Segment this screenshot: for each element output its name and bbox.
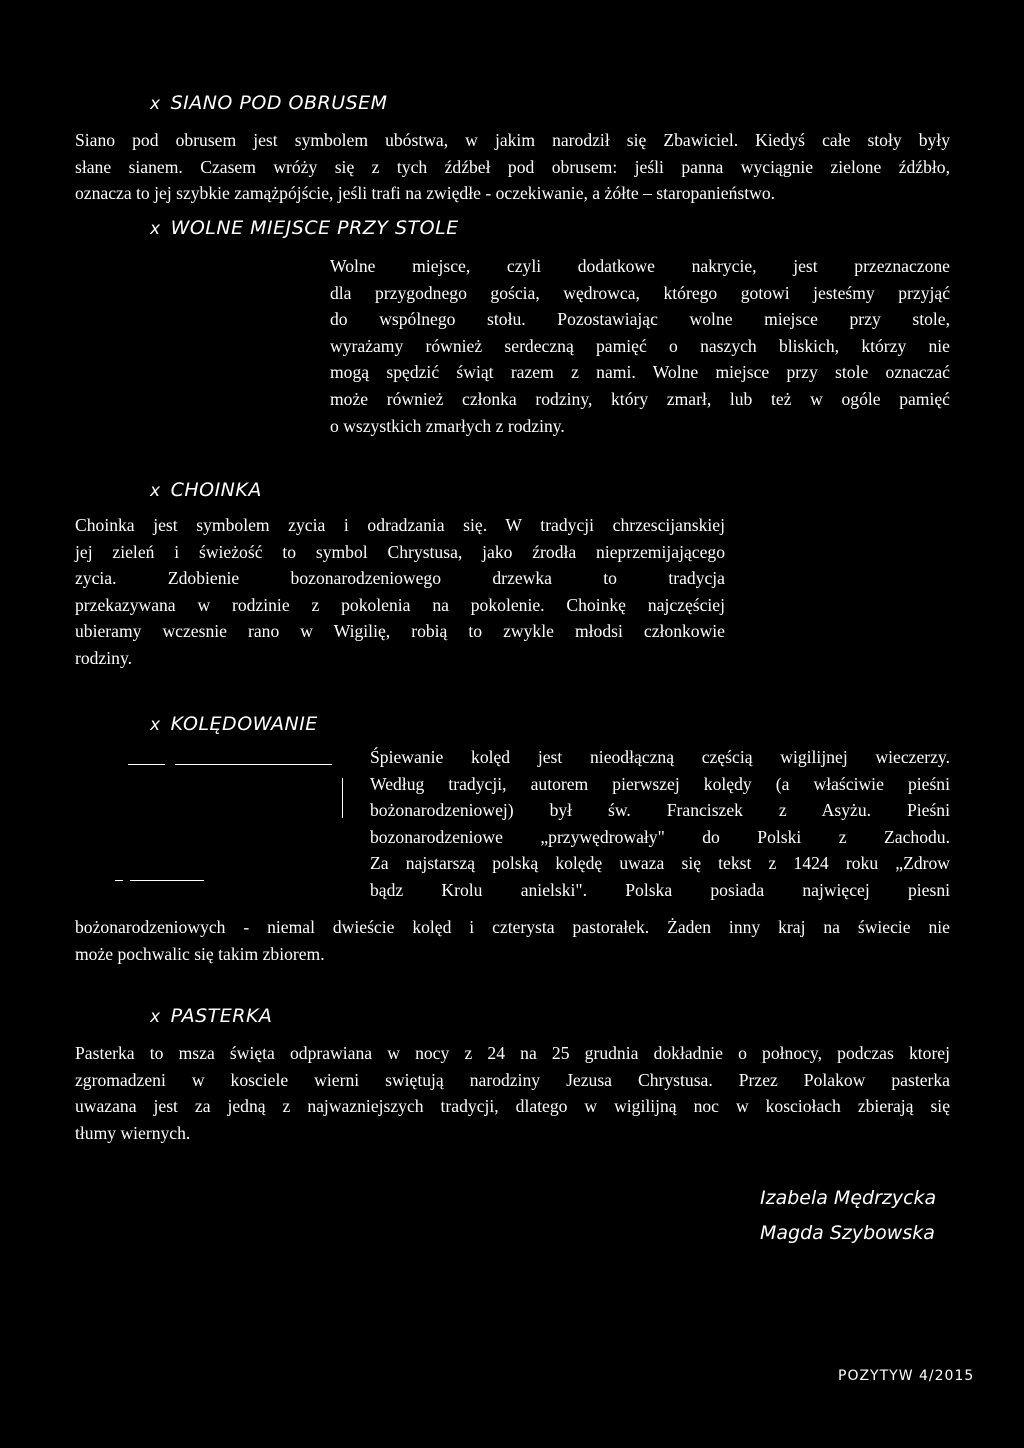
text-line: bozonarodzeniowe „przywędrowały" do Polski z Zachodu.: [370, 826, 950, 847]
decorative-line: [128, 764, 165, 765]
text-line: mogą spędzić świąt razem z nami. Wolne miejsce przy stole oznaczać: [330, 362, 950, 383]
text-line: do wspólnego stołu. Pozostawiając wolne miejsce przy stole,: [330, 309, 950, 330]
text-line: bożonarodzeniowej) był św. Franciszek z Asyżu. Pieśni: [370, 800, 950, 821]
heading-koledowanie: x KOLĘDOWANIE: [150, 713, 318, 735]
text-line: słane sianem. Czasem wróży się z tych źdźbeł pod obrusem: jeśli panna wyciągnie zielone źdźbło,: [75, 156, 950, 177]
text-line: o wszystkich zmarłych z rodziny.: [330, 415, 565, 436]
bullet-icon: x: [150, 219, 161, 239]
bullet-icon: x: [150, 94, 161, 114]
decorative-line: [175, 764, 332, 765]
paragraph-koledowanie: [370, 744, 950, 904]
author-name: Izabela Mędrzycka: [760, 1187, 937, 1209]
text-line: uwazana jest za jedną z najwazniejszych tradycji, dlatego w wigilijną noc w kosciołach zbierają się: [75, 1096, 950, 1117]
text-line: wyrażamy również serdeczną pamięć o naszych bliskich, którzy nie: [330, 335, 950, 356]
heading-pasterka: x PASTERKA: [150, 1005, 273, 1027]
text-line: może również członka rodziny, który zmarł, lub też w ogóle pamięć: [330, 388, 950, 409]
text-line: Według tradycji, autorem pierwszej kolędy (a właściwie pieśni: [370, 773, 950, 794]
decorative-line: [115, 880, 123, 881]
paragraph-pasterka: [75, 1040, 950, 1146]
text-line: zgromadzeni w kosciele wierni swiętują narodziny Jezusa Chrystusa. Przez Polakow pasterka: [75, 1069, 950, 1090]
heading-choinka: x CHOINKA: [150, 479, 262, 501]
text-line: ubieramy wczesnie rano w Wigilię, robią to zwykle młodsi członkowie: [75, 621, 725, 642]
text-line: dla przygodnego gościa, wędrowca, którego gotowi jesteśmy przyjąć: [330, 282, 950, 303]
bullet-icon: x: [150, 1007, 161, 1027]
paragraph-siano: [75, 127, 950, 207]
text-line: Śpiewanie kolęd jest nieodłączną częścią wigilijnej wieczerzy.: [370, 747, 950, 767]
decorative-line: [130, 880, 204, 881]
page-footer: POZYTYW 4/2015: [838, 1368, 975, 1384]
paragraph-choinka: [75, 512, 725, 672]
text-line: bożonarodzeniowych - niemal dwieście kolęd i czterysta pastorałek. Żaden inny kraj na świecie nie: [75, 917, 950, 937]
text-line: przekazywana w rodzinie z pokolenia na pokolenie. Choinkę najczęściej: [75, 594, 725, 615]
text-line: Pasterka to msza święta odprawiana w nocy z 24 na 25 grudnia dokładnie o połnocy, podczas ktorej: [75, 1043, 950, 1063]
text-line: tłumy wiernych.: [75, 1122, 191, 1143]
author-name: Magda Szybowska: [760, 1222, 935, 1244]
paragraph-koledowanie-cont: [75, 914, 950, 967]
text-line: jej zieleń i świeżość to symbol Chrystusa, jako źrodła nieprzemijającego: [75, 541, 725, 562]
bullet-icon: x: [150, 481, 161, 501]
text-line: Za najstarszą polską kolędę uwaza się tekst z 1424 roku „Zdrow: [370, 853, 950, 874]
bullet-icon: x: [150, 715, 161, 735]
text-line: Choinka jest symbolem zycia i odradzania się. W tradycji chrzescijanskiej: [75, 515, 725, 535]
text-line: rodziny.: [75, 647, 132, 668]
text-line: oznacza to jej szybkie zamążpójście, jeśli trafi na zwiędłe - oczekiwanie, a żółte – staropanieństwo.: [75, 183, 776, 204]
text-line: zycia. Zdobienie bozonarodzeniowego drzewka to tradycja: [75, 568, 725, 589]
text-line: Wolne miejsce, czyli dodatkowe nakrycie, jest przeznaczone: [330, 256, 950, 276]
text-line: może pochwalic się takim zbiorem.: [75, 943, 325, 964]
heading-siano: x SIANO POD OBRUSEM: [150, 92, 388, 114]
text-line: bądz Krolu anielski". Polska posiada najwięcej piesni: [370, 879, 950, 900]
paragraph-wolne-miejsce: [330, 253, 950, 439]
heading-wolne-miejsce: x WOLNE MIEJSCE PRZY STOLE: [150, 217, 459, 239]
text-line: Siano pod obrusem jest symbolem ubóstwa, w jakim narodził się Zbawiciel. Kiedyś całe stoły były: [75, 130, 950, 150]
decorative-line: [342, 778, 343, 818]
